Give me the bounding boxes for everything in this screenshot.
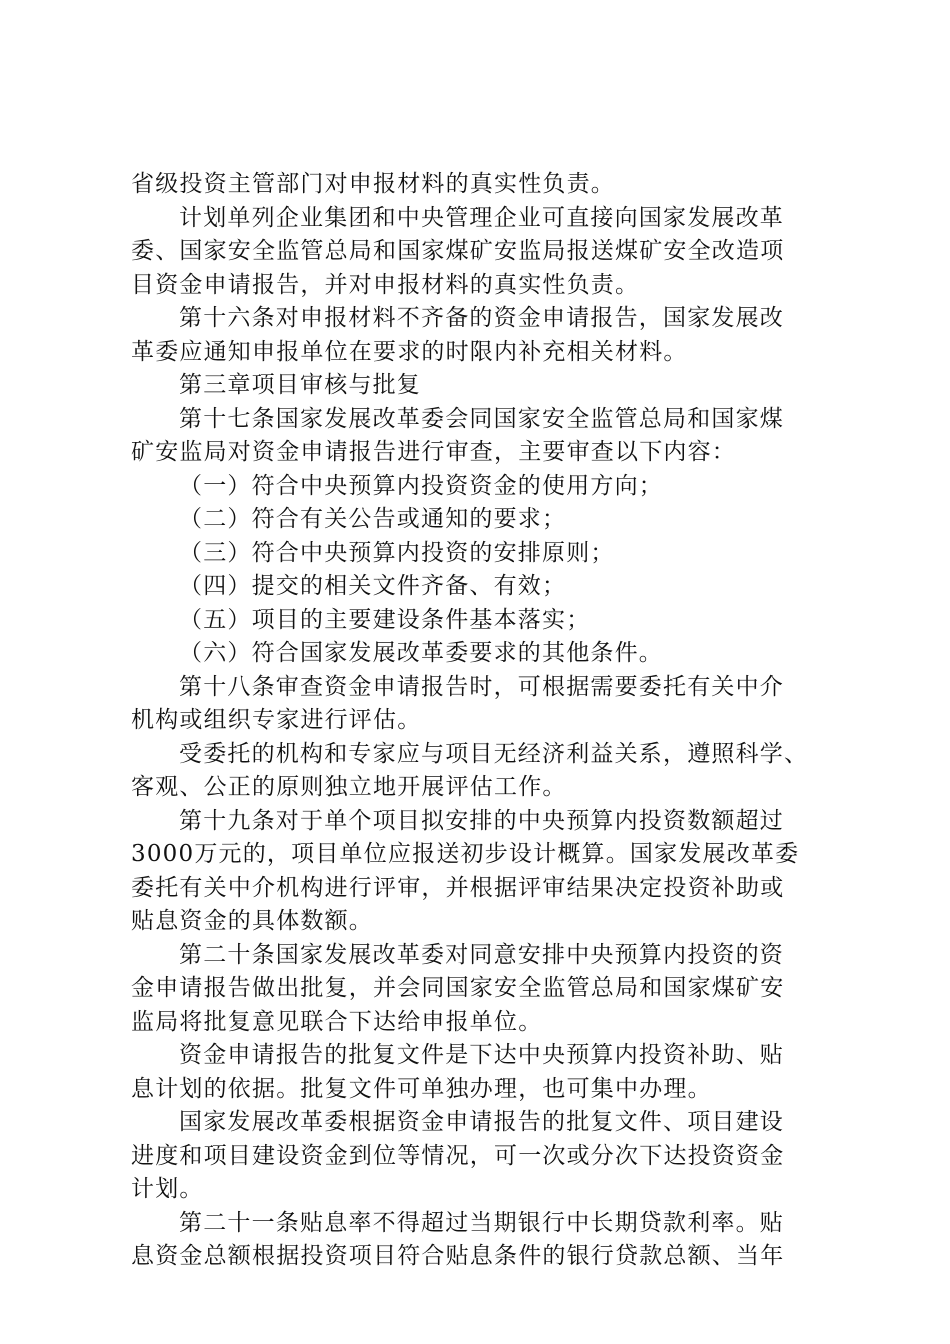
text-line: （五）项目的主要建设条件基本落实； bbox=[179, 606, 591, 633]
text-line: 监局将批复意见联合下达给申报单位。 bbox=[131, 1008, 543, 1035]
text-line: 息计划的依据。批复文件可单独办理，也可集中办理。 bbox=[131, 1075, 712, 1102]
text-line: 息资金总额根据投资项目符合贴息条件的银行贷款总额、当年 bbox=[131, 1243, 785, 1269]
text-line: 金申请报告做出批复，并会同国家安全监管总局和国家煤矿安 bbox=[131, 975, 785, 1001]
text-line: 第十八条审查资金申请报告时，可根据需要委托有关中介 bbox=[179, 673, 784, 700]
text-line: 资金申请报告的批复文件是下达中央预算内投资补助、贴 bbox=[179, 1042, 784, 1068]
text-line: 矿安监局对资金申请报告进行审查，主要审查以下内容： bbox=[131, 439, 736, 465]
text-line: 进度和项目建设资金到位等情况，可一次或分次下达投资资金 bbox=[131, 1142, 785, 1169]
text-line: 机构或组织专家进行评估。 bbox=[131, 707, 422, 733]
text-line: 3000万元的，项目单位应报送初步设计概算。国家发展改革委 bbox=[131, 841, 800, 867]
text-line: 省级投资主管部门对申报材料的真实性负责。 bbox=[131, 171, 615, 197]
text-line: （四）提交的相关文件齐备、有效； bbox=[179, 573, 567, 599]
text-line: 受委托的机构和专家应与项目无经济利益关系，遵照科学、 bbox=[179, 740, 809, 767]
text-line: 计划。 bbox=[131, 1176, 204, 1202]
text-line: （六）符合国家发展改革委要求的其他条件。 bbox=[179, 640, 663, 666]
document-page bbox=[131, 168, 831, 1274]
text-line: （一）符合中央预算内投资资金的使用方向； bbox=[179, 472, 663, 499]
text-line: 国家发展改革委根据资金申请报告的批复文件、项目建设 bbox=[179, 1109, 784, 1135]
text-line: 第三章项目审核与批复 bbox=[179, 372, 421, 398]
text-line: 第二十一条贴息率不得超过当期银行中长期贷款利率。贴 bbox=[179, 1209, 784, 1236]
text-line: （二）符合有关公告或通知的要求； bbox=[179, 506, 567, 532]
text-line: 第二十条国家发展改革委对同意安排中央预算内投资的资 bbox=[179, 941, 784, 968]
text-line: 革委应通知申报单位在要求的时限内补充相关材料。 bbox=[131, 338, 688, 365]
text-line: 第十七条国家发展改革委会同国家安全监管总局和国家煤 bbox=[179, 405, 784, 432]
text-line: 第十九条对于单个项目拟安排的中央预算内投资数额超过 bbox=[179, 807, 784, 834]
text-line: （三）符合中央预算内投资的安排原则； bbox=[179, 539, 615, 566]
text-line: 委托有关中介机构进行评审，并根据评审结果决定投资补助或 bbox=[131, 874, 785, 901]
text-line: 客观、公正的原则独立地开展评估工作。 bbox=[131, 774, 567, 800]
text-line: 委、国家安全监管总局和国家煤矿安监局报送煤矿安全改造项 bbox=[131, 238, 785, 264]
text-line: 第十六条对申报材料不齐备的资金申请报告，国家发展改 bbox=[179, 305, 784, 331]
text-line: 计划单列企业集团和中央管理企业可直接向国家发展改革 bbox=[179, 204, 784, 231]
text-line: 目资金申请报告，并对申报材料的真实性负责。 bbox=[131, 271, 640, 298]
text-line: 贴息资金的具体数额。 bbox=[131, 908, 373, 934]
